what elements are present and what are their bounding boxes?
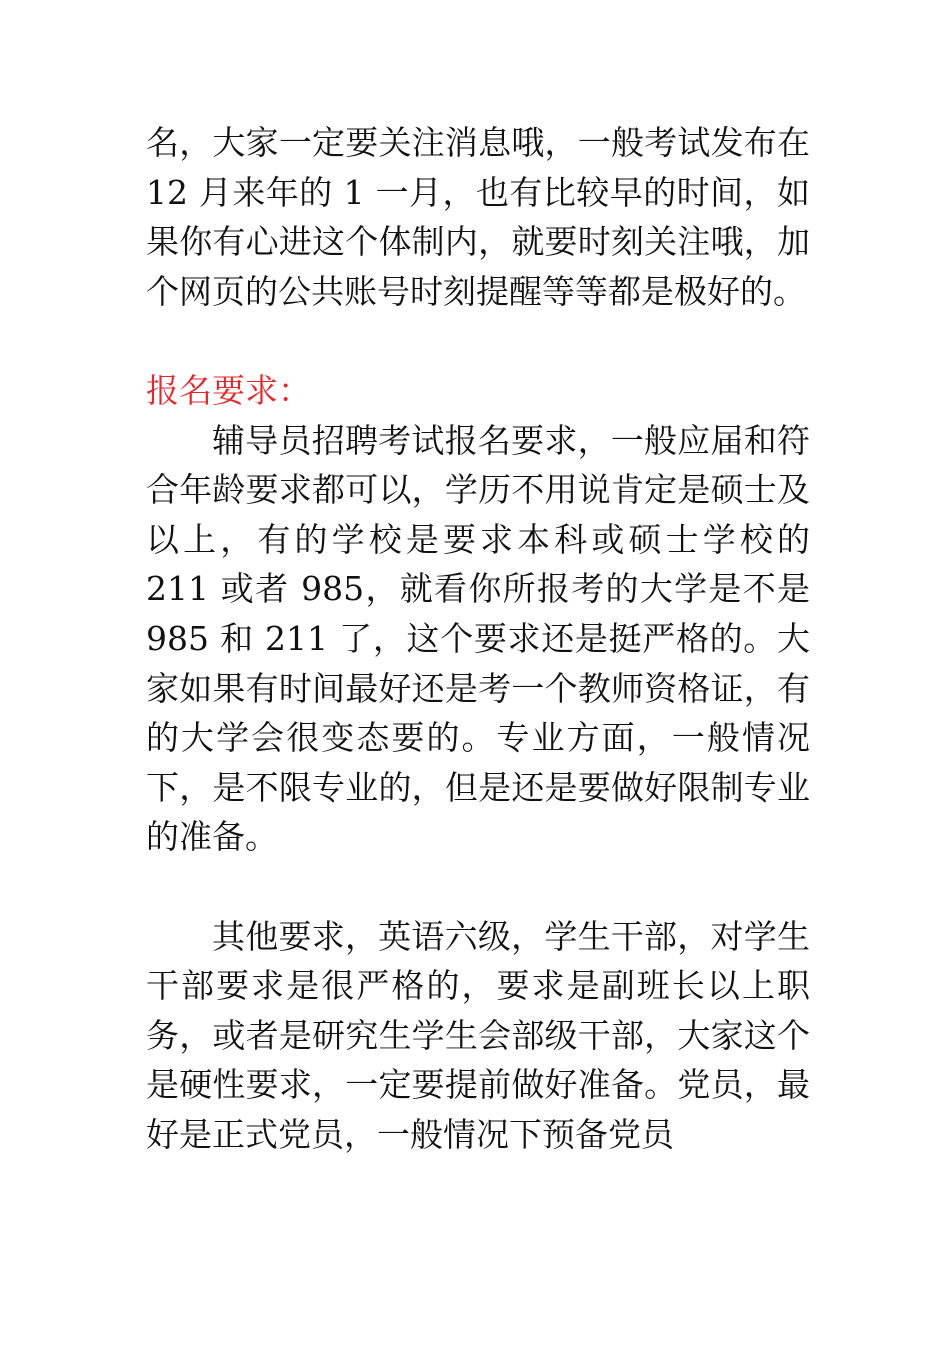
paragraph-other-requirements: 其他要求，英语六级，学生干部，对学生干部要求是很严格的，要求是副班长以上职务，或者是研究生学生会部级干部，大家这个是硬性要求，一定要提前做好准备。党员，最好是正式党员，一般情况下预备党员 xyxy=(146,916,810,1154)
section-heading: 报名要求： xyxy=(146,370,311,410)
paragraph-spacer xyxy=(146,862,810,912)
paragraph-requirements: 辅导员招聘考试报名要求，一般应届和符合年龄要求都可以，学历不用说肯定是硕士及以上，有的学校是要求本科或硕士学校的 211 或者 985，就看你所报考的大学是不是 985 和 211 了，这个要求还是挺严格的。大家如果有时间最好还是考一个教师资格证，有的大学会很变态要的。专业方面，一般情况下，是不限专业的，但是还是要做好限制专业的准备。 xyxy=(146,420,810,857)
document-body xyxy=(146,118,810,1159)
paragraph-continued: 名，大家一定要关注消息哦，一般考试发布在 12 月来年的 1 一月，也有比较早的时间，如果你有心进这个体制内，就要时刻关注哦，加个网页的公共账号时刻提醒等等都是极好的。 xyxy=(146,123,810,311)
paragraph-spacer xyxy=(146,316,810,366)
